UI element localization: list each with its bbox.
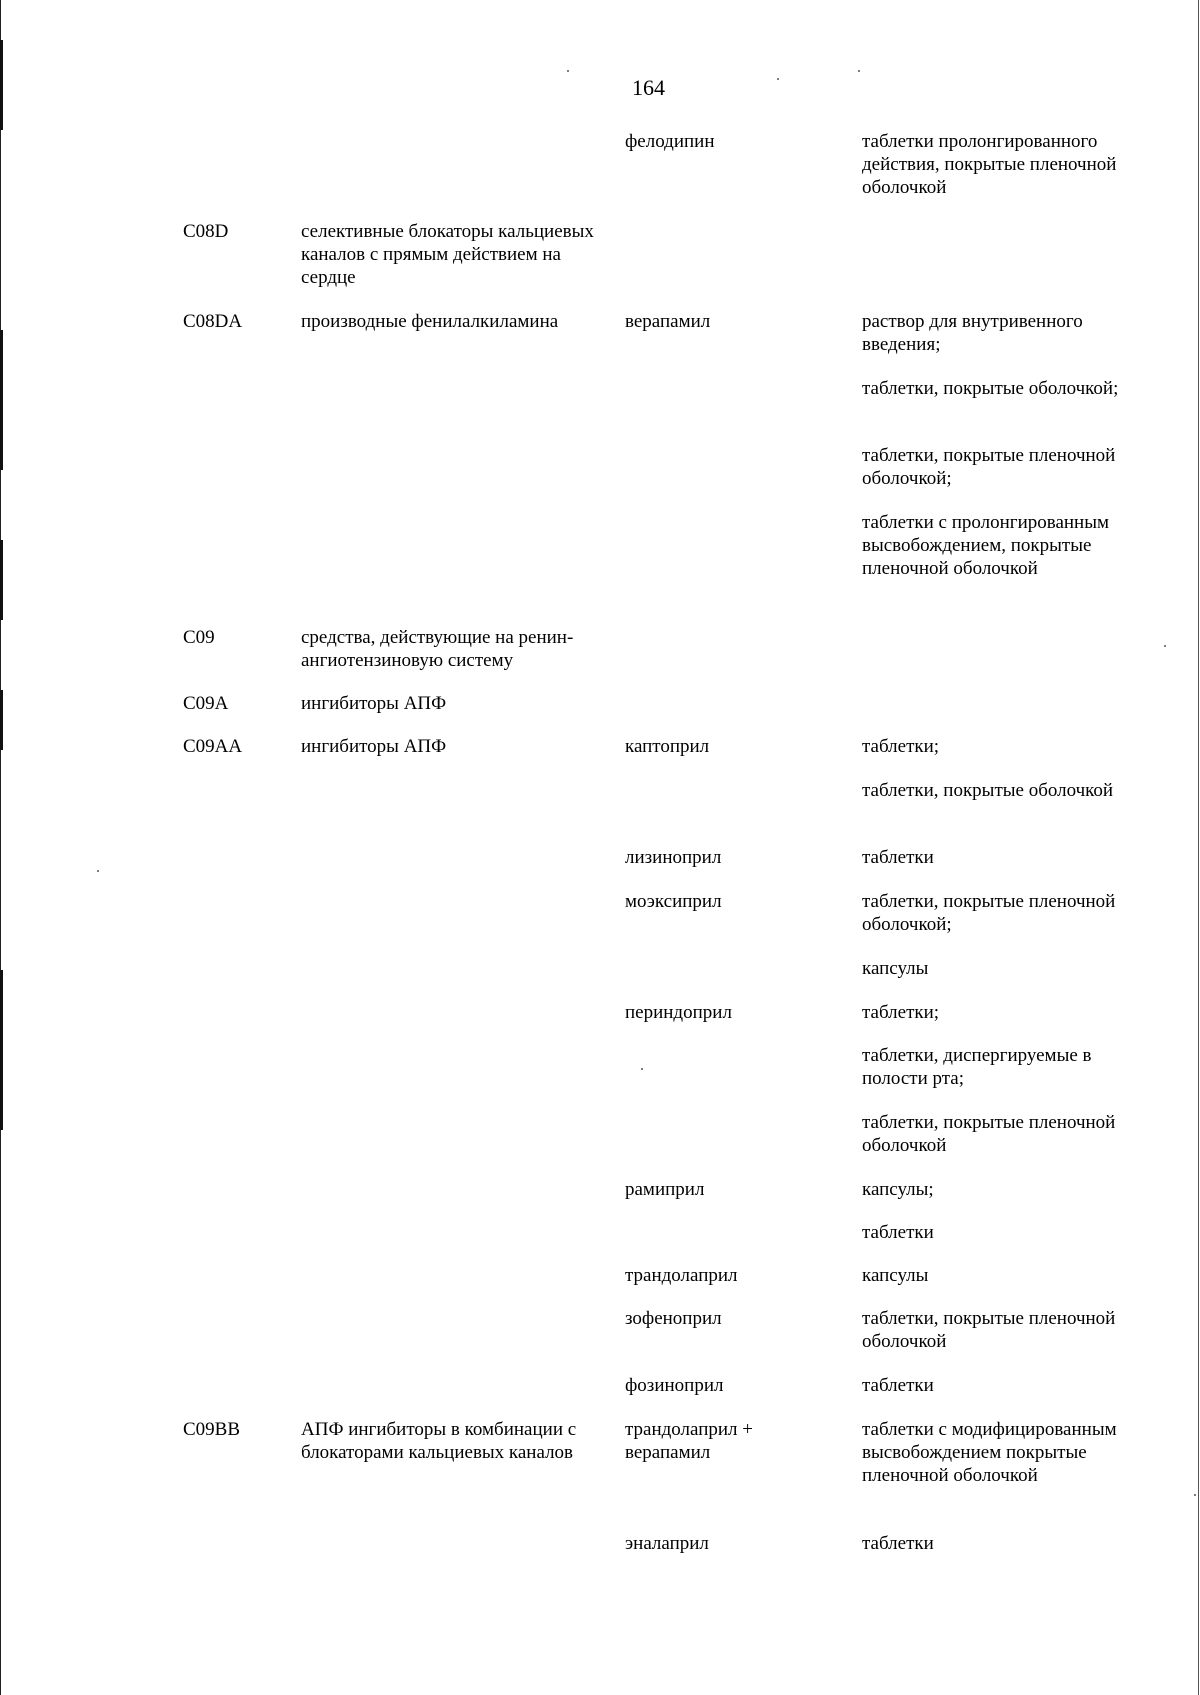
dosage-form: таблетки	[862, 1533, 934, 1554]
atc-code: C09A	[183, 693, 229, 714]
dosage-form: таблетки;	[862, 1002, 940, 1023]
drug-name: лизиноприл	[625, 847, 722, 868]
dosage-form: таблетки	[862, 847, 934, 868]
group-name: АПФ ингибиторы в комбинации с блокаторами кальциевых каналов	[301, 1419, 577, 1463]
dosage-form: таблетки, покрытые пленочной оболочкой;	[862, 445, 1116, 489]
dosage-form: раствор для внутривенного введения;	[862, 311, 1083, 355]
atc-code: C09	[183, 627, 215, 648]
atc-code: C09BB	[183, 1419, 241, 1440]
dosage-form: таблетки с модифицированным высвобождением покрытые пленочной оболочкой	[862, 1419, 1117, 1486]
dosage-form: капсулы	[862, 958, 929, 979]
dosage-form: таблетки, покрытые оболочкой	[862, 780, 1114, 801]
atc-code: C08DA	[183, 311, 243, 332]
dosage-form: таблетки	[862, 1222, 934, 1243]
drug-name: фелодипин	[625, 131, 715, 152]
drug-name: каптоприл	[625, 736, 710, 757]
dosage-form: капсулы	[862, 1265, 929, 1286]
atc-code: C09AA	[183, 736, 243, 757]
scan-edge-mark	[0, 330, 3, 470]
drug-name: периндоприл	[625, 1002, 732, 1023]
group-name: производные фенилалкиламина	[301, 311, 559, 332]
group-name: ингибиторы АПФ	[301, 736, 447, 757]
scan-speck	[1164, 645, 1166, 647]
scan-speck	[858, 70, 860, 72]
dosage-form: таблетки, покрытые пленочной оболочкой	[862, 1308, 1116, 1352]
scan-edge-mark	[0, 970, 3, 1130]
drug-name: трандолаприл + верапамил	[625, 1419, 753, 1463]
dosage-form: таблетки, покрытые оболочкой;	[862, 378, 1119, 399]
dosage-form: таблетки;	[862, 736, 940, 757]
dosage-form: таблетки с пролонгированным высвобождением, покрытые пленочной оболочкой	[862, 512, 1110, 579]
scan-left-edge	[0, 0, 1, 1695]
group-name: средства, действующие на ренин-ангиотензиновую систему	[301, 627, 574, 671]
drug-name: зофеноприл	[625, 1308, 722, 1329]
group-name: ингибиторы АПФ	[301, 693, 447, 714]
scan-speck	[1194, 1494, 1196, 1496]
page-number: 164	[632, 75, 665, 100]
scan-speck	[97, 870, 99, 872]
drug-name: верапамил	[625, 311, 711, 332]
drug-name: рамиприл	[625, 1179, 705, 1200]
scan-edge-mark	[0, 540, 3, 620]
scan-right-edge	[1198, 0, 1199, 1695]
dosage-form: таблетки, покрытые пленочной оболочкой;	[862, 891, 1116, 935]
atc-code: C08D	[183, 221, 229, 242]
dosage-form: таблетки, диспергируемые в полости рта;	[862, 1045, 1092, 1089]
drug-name: моэксиприл	[625, 891, 722, 912]
dosage-form: таблетки, покрытые пленочной оболочкой	[862, 1112, 1116, 1156]
drug-name: эналаприл	[625, 1533, 709, 1554]
dosage-form: капсулы;	[862, 1179, 934, 1200]
scan-speck	[641, 1068, 643, 1070]
group-name: селективные блокаторы кальциевых каналов с прямым действием на сердце	[301, 221, 594, 288]
dosage-form: таблетки	[862, 1375, 934, 1396]
scan-speck	[567, 70, 569, 72]
scan-edge-mark	[0, 690, 3, 750]
drug-name: фозиноприл	[625, 1375, 724, 1396]
drug-name: трандолаприл	[625, 1265, 738, 1286]
dosage-form: таблетки пролонгированного действия, покрытые пленочной оболочкой	[862, 131, 1117, 198]
